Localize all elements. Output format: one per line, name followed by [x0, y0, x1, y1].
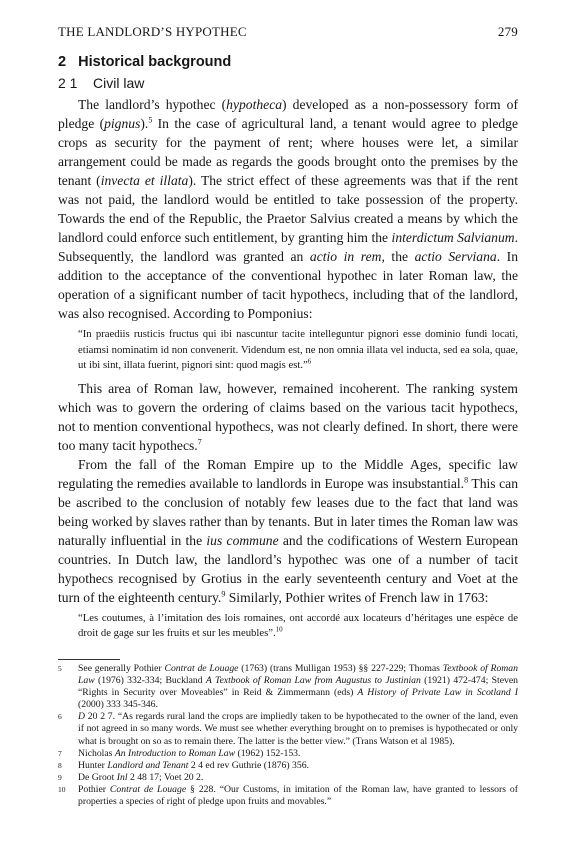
- footnote-text: De Groot Inl 2 48 17; Voet 20 2.: [78, 771, 204, 783]
- footnote-8: [58, 760, 518, 772]
- running-head: [58, 24, 518, 40]
- footnote-number: 6: [58, 712, 62, 722]
- footnote-text: D 20 2 7. “As regards rural land the crops are impliedly taken to be hypothecated to the owner of the land, even if not agreed in so many words. We must see whether everything brought on to premises is hypothecated or only what is brought on so as to remain there. The latter is the better view.” (Trans Watson et al 1985).: [78, 711, 518, 747]
- footnote-ref-7[interactable]: 7: [197, 436, 202, 446]
- footnote-number: 7: [58, 748, 62, 758]
- footnote-text: See generally Pothier Contrat de Louage (1763) (trans Mulligan 1953) §§ 227-229; Thomas Textbook of Roman Law (1976) 332-334; Buckland A Textbook of Roman Law from Augustus to Justinian (1921) 472-474; Steven “Rights in Security over Moveables” in Reid & Zimmermann (eds) A History of Private Law in Scotland I (2000) 333 345-346.: [78, 663, 518, 711]
- page: [58, 24, 518, 646]
- quote-pothier: “Les coutumes, à l’imitation des lois romaines, ont accordé aux locateurs d’héritages une espèce de droit de gage sur les fruits et sur les meubles”.$^{10}$: [78, 611, 518, 639]
- footnote-text: Nicholas An Introduction to Roman Law (1962) 152-153.: [78, 747, 301, 759]
- footnote-rule: [58, 659, 120, 660]
- footnote-ref-6[interactable]: 6: [307, 357, 312, 366]
- running-title: THE LANDLORD’S HYPOTHEC: [58, 24, 247, 39]
- footnote-ref-10[interactable]: 10: [275, 625, 283, 634]
- paragraph-1: The landlord’s hypothec (hypotheca) developed as a non-possessory form of pledge (pignus).$^5$ In the case of agricultural land, a tenant would agree to pledge crops as security for the payment of rent; where houses were let, a similar arrangement could be made as regards the goods brought onto the premises by the tenant (invecta et illata). The strict effect of these agreements was that if the rent was not paid, the landlord would be entitled to take possession of the property. Towards the end of the Republic, the Praetor Salvius created a means by which the landlord could enforce such entitlement, by granting him the interdictum Salvianum. Subsequently, the landlord was granted an actio in rem, the actio Serviana. In addition to the acceptance of the conventional hypothec in later Roman law, the operation of a significant number of tacit hypothecs, including that of the landlord, was also recognised. According to Pomponius:: [58, 97, 519, 321]
- footnote-6: [58, 711, 518, 747]
- section-heading: [58, 53, 518, 71]
- footnote-text: Pothier Contrat de Louage § 228. “Our Customs, in imitation of the Roman law, have granted to lessors of properties a species of right of pledge upon fruits and movables.”: [78, 783, 518, 808]
- section-number: 2: [58, 54, 67, 70]
- section-title: Historical background: [78, 54, 232, 70]
- subsection-number: 2 1: [58, 75, 78, 91]
- footnote-9: [58, 772, 518, 784]
- subsection-heading: [58, 74, 518, 92]
- footnote-10: [58, 784, 518, 808]
- footnote-number: 10: [58, 784, 66, 794]
- footnote-number: 9: [58, 772, 62, 782]
- footnotes: [58, 663, 518, 808]
- footnote-text: Hunter Landlord and Tenant 2 4 ed rev Guthrie (1876) 356.: [78, 759, 309, 771]
- paragraph-3: From the fall of the Roman Empire up to the Middle Ages, specific law regulating the remedies available to landlords in Europe was insubstantial.$^8$ This can be ascribed to the conclusion of notably few leases due to the fact that land was being worked by slaves rather than by tenants. But in later times the Roman law was naturally influential in the ius commune and the codifications of Western European countries. In Dutch law, the landlord’s hypothec was one of a number of tacit hypothecs recognised by Grotius in the early seventeenth century and Voet at the turn of the eighteenth century.$^9$ Similarly, Pothier writes of French law in 1763:: [58, 456, 518, 605]
- page-number: 279: [497, 24, 518, 39]
- footnote-ref-5[interactable]: 5: [148, 115, 153, 125]
- quote-pomponius: “In praediis rusticis fructus qui ibi nascuntur tacite intelleguntur pignori esse dominio fundi locati, etiamsi nominatim id non convenerit. Videndum est, ne non omnia illata vel inducta, sed ea sola, quae, ut ibi sint, illata fuerint, pignori sint: quod magis est.”$^6$: [78, 328, 518, 371]
- footnote-5: [58, 663, 518, 711]
- footnote-number: 5: [58, 664, 62, 673]
- footnote-7: [58, 748, 518, 760]
- footnote-number: 8: [58, 760, 62, 770]
- paragraph-2: This area of Roman law, however, remained incoherent. The ranking system which was to govern the ordering of claims based on the various tacit hypothecs, not to mention conventional hypothecs, was not clearly defined. In short, there were too many tacit hypothecs.$^7$: [58, 380, 518, 453]
- footnote-ref-8[interactable]: 8: [464, 474, 469, 484]
- subsection-title: Civil law: [93, 75, 145, 91]
- footnote-ref-9[interactable]: 9: [221, 588, 226, 598]
